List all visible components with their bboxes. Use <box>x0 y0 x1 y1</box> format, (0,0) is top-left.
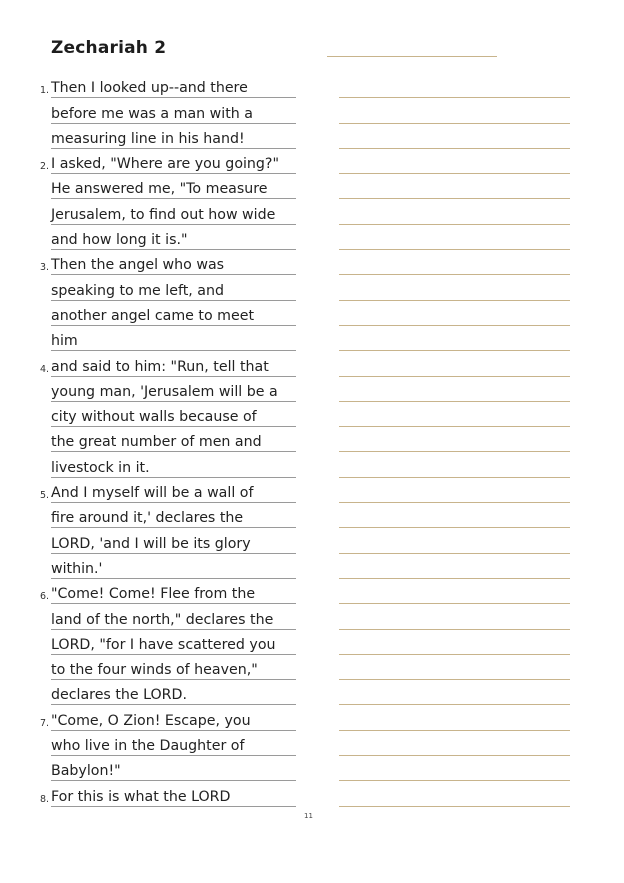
writing-line[interactable] <box>339 705 570 730</box>
writing-line[interactable] <box>339 174 570 199</box>
verse-text: Jerusalem, to find out how wide <box>51 206 276 223</box>
verse-text: and how long it is." <box>51 232 188 249</box>
verse-line <box>51 174 296 199</box>
verse-text: and said to him: "Run, tell that <box>51 358 269 375</box>
verse-text: another angel came to meet <box>51 307 255 324</box>
verse-text: speaking to me left, and <box>51 282 224 299</box>
verse-number: 5. <box>40 490 50 502</box>
verse-line <box>51 275 296 300</box>
writing-line[interactable] <box>339 225 570 250</box>
writing-line[interactable] <box>339 503 570 528</box>
verse-text: fire around it,' declares the <box>51 510 244 527</box>
verse-number: 2. <box>40 161 50 173</box>
writing-line[interactable] <box>339 680 570 705</box>
writing-line[interactable] <box>339 630 570 655</box>
verse-text: And I myself will be a wall of <box>51 485 254 502</box>
writing-line[interactable] <box>339 554 570 579</box>
verse-line <box>40 478 296 503</box>
verse-line <box>40 149 296 174</box>
verse-line <box>51 554 296 579</box>
verse-line <box>51 731 296 756</box>
verse-number: 4. <box>40 363 50 375</box>
verse-text: Then I looked up--and there <box>51 80 248 97</box>
verse-text: measuring line in his hand! <box>51 130 245 147</box>
verse-number: 7. <box>40 717 50 729</box>
writing-line[interactable] <box>339 275 570 300</box>
writing-line[interactable] <box>339 579 570 604</box>
writing-line[interactable] <box>339 655 570 680</box>
verse-number: 1. <box>40 85 50 97</box>
verse-text: Then the angel who was <box>51 257 225 274</box>
verse-line <box>51 528 296 553</box>
verse-text: city without walls because of <box>51 409 257 426</box>
verse-number: 8. <box>40 793 50 805</box>
writing-line[interactable] <box>339 731 570 756</box>
writing-line[interactable] <box>339 377 570 402</box>
writing-line[interactable] <box>339 326 570 351</box>
page-number: 11 <box>304 812 313 820</box>
verse-text: young man, 'Jerusalem will be a <box>51 383 278 400</box>
verse-line <box>51 452 296 477</box>
writing-line[interactable] <box>339 781 570 806</box>
verse-line <box>51 503 296 528</box>
verse-line <box>51 604 296 629</box>
writing-line[interactable] <box>339 301 570 326</box>
verse-line <box>51 98 296 123</box>
verse-text: within.' <box>51 560 103 577</box>
verse-text: "Come, O Zion! Escape, you <box>51 712 251 729</box>
writing-line[interactable] <box>339 402 570 427</box>
verse-text: him <box>51 333 78 350</box>
verse-line <box>51 199 296 224</box>
verse-line <box>51 225 296 250</box>
writing-line[interactable] <box>339 604 570 629</box>
verse-text: livestock in it. <box>51 459 150 476</box>
verse-text: LORD, 'and I will be its glory <box>51 535 251 552</box>
writing-line[interactable] <box>339 452 570 477</box>
verse-line <box>40 781 296 806</box>
verse-line <box>51 427 296 452</box>
page-title: Zechariah 2 <box>51 38 167 58</box>
verse-line <box>40 73 296 98</box>
verse-text: "Come! Come! Flee from the <box>51 586 256 603</box>
verse-text: who live in the Daughter of <box>51 738 245 755</box>
verse-line <box>51 301 296 326</box>
verse-line <box>51 402 296 427</box>
writing-line[interactable] <box>339 250 570 275</box>
verse-line <box>51 326 296 351</box>
verse-number: 6. <box>40 591 50 603</box>
verse-text: to the four winds of heaven," <box>51 662 258 679</box>
writing-line[interactable] <box>339 149 570 174</box>
writing-line[interactable] <box>339 528 570 553</box>
verse-line <box>51 630 296 655</box>
verse-line <box>51 377 296 402</box>
writing-line[interactable] <box>339 98 570 123</box>
verse-line <box>51 655 296 680</box>
verse-number: 3. <box>40 262 50 274</box>
verse-text: declares the LORD. <box>51 687 187 704</box>
verse-line <box>51 756 296 781</box>
verse-text: Babylon!" <box>51 763 121 780</box>
writing-line[interactable] <box>339 756 570 781</box>
verse-line <box>40 351 296 376</box>
verse-text: LORD, "for I have scattered you <box>51 636 276 653</box>
writing-line[interactable] <box>339 199 570 224</box>
verse-line <box>51 680 296 705</box>
verse-line <box>40 250 296 275</box>
writing-line[interactable] <box>339 427 570 452</box>
title-writing-line[interactable] <box>327 56 497 57</box>
writing-line[interactable] <box>339 73 570 98</box>
verse-text: For this is what the LORD <box>51 788 231 805</box>
handwriting-practice-column <box>339 73 570 807</box>
writing-line[interactable] <box>339 351 570 376</box>
writing-line[interactable] <box>339 478 570 503</box>
verse-text: He answered me, "To measure <box>51 181 268 198</box>
verse-line <box>40 705 296 730</box>
verse-text: I asked, "Where are you going?" <box>51 156 279 173</box>
scripture-text-column <box>40 73 296 807</box>
verse-line <box>40 579 296 604</box>
verse-text: the great number of men and <box>51 434 262 451</box>
verse-text: before me was a man with a <box>51 105 253 122</box>
verse-line <box>51 124 296 149</box>
verse-text: land of the north," declares the <box>51 611 274 628</box>
writing-line[interactable] <box>339 124 570 149</box>
